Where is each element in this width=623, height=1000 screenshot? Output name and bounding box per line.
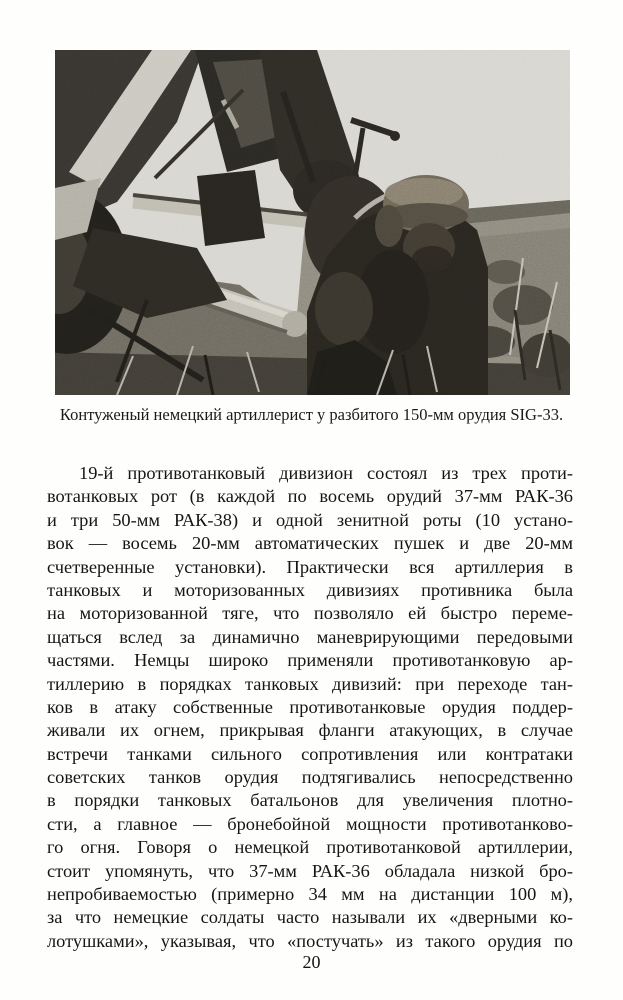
body-line: вок — восемь 20-мм автоматических пушек и две 20-мм — [47, 533, 573, 554]
body-line: частями. Немцы широко применяли противотанковую ар- — [47, 650, 573, 671]
body-line: лотушками», указывая, что «постучать» из такого орудия по — [47, 930, 573, 951]
body-line: 19-й противотанковый дивизион состоял из трех проти- — [79, 463, 573, 483]
photo — [55, 50, 570, 395]
photo-caption: Контуженый немецкий артиллерист у разбитого 150-мм орудия SIG-33. — [59, 405, 564, 424]
body-line: и три 50-мм РАК-38) и одной зенитной роты (10 устано- — [47, 509, 573, 530]
body-text — [47, 462, 573, 953]
page-number: 20 — [302, 952, 321, 972]
body-line: сти, а главное — бронебойной мощности противотанково- — [47, 813, 573, 834]
body-line: тиллерию в порядках танковых дивизий: при переходе тан- — [47, 673, 573, 694]
body-line: стоит упомянуть, что 37-мм РАК-36 обладала низкой бро- — [47, 860, 573, 881]
body-line: живали их огнем, прикрывая фланги атакующих, в случае — [47, 720, 573, 741]
body-line: щаться вслед за динамично маневрирующими передовыми — [47, 626, 573, 647]
body-line: непробиваемостью (примерно 34 мм на дистанции 100 м), — [47, 884, 573, 905]
body-line: го огня. Говоря о немецкой противотанковой артиллерии, — [47, 837, 573, 858]
body-line: счетверенные установки). Практически вся артиллерия в — [47, 556, 573, 577]
photo-illustration — [55, 50, 570, 395]
body-line: советских танков орудия подтягивались непосредственно — [47, 767, 573, 788]
body-line: танковых и моторизованных дивизиях противника была — [47, 579, 573, 600]
body-line: встречи танками сильного сопротивления или контратаки — [47, 743, 573, 764]
body-line: ков в атаку собственные противотанковые орудия поддер- — [47, 696, 573, 717]
body-line: вотанковых рот (в каждой по восемь орудий 37-мм РАК-36 — [47, 486, 573, 507]
body-line: в порядки танковых батальонов для увеличения плотно- — [47, 790, 573, 811]
body-line: на моторизованной тяге, что позволяло ей быстро переме- — [47, 603, 573, 624]
body-line: за что немецкие солдаты часто называли их «дверными ко- — [47, 907, 573, 928]
